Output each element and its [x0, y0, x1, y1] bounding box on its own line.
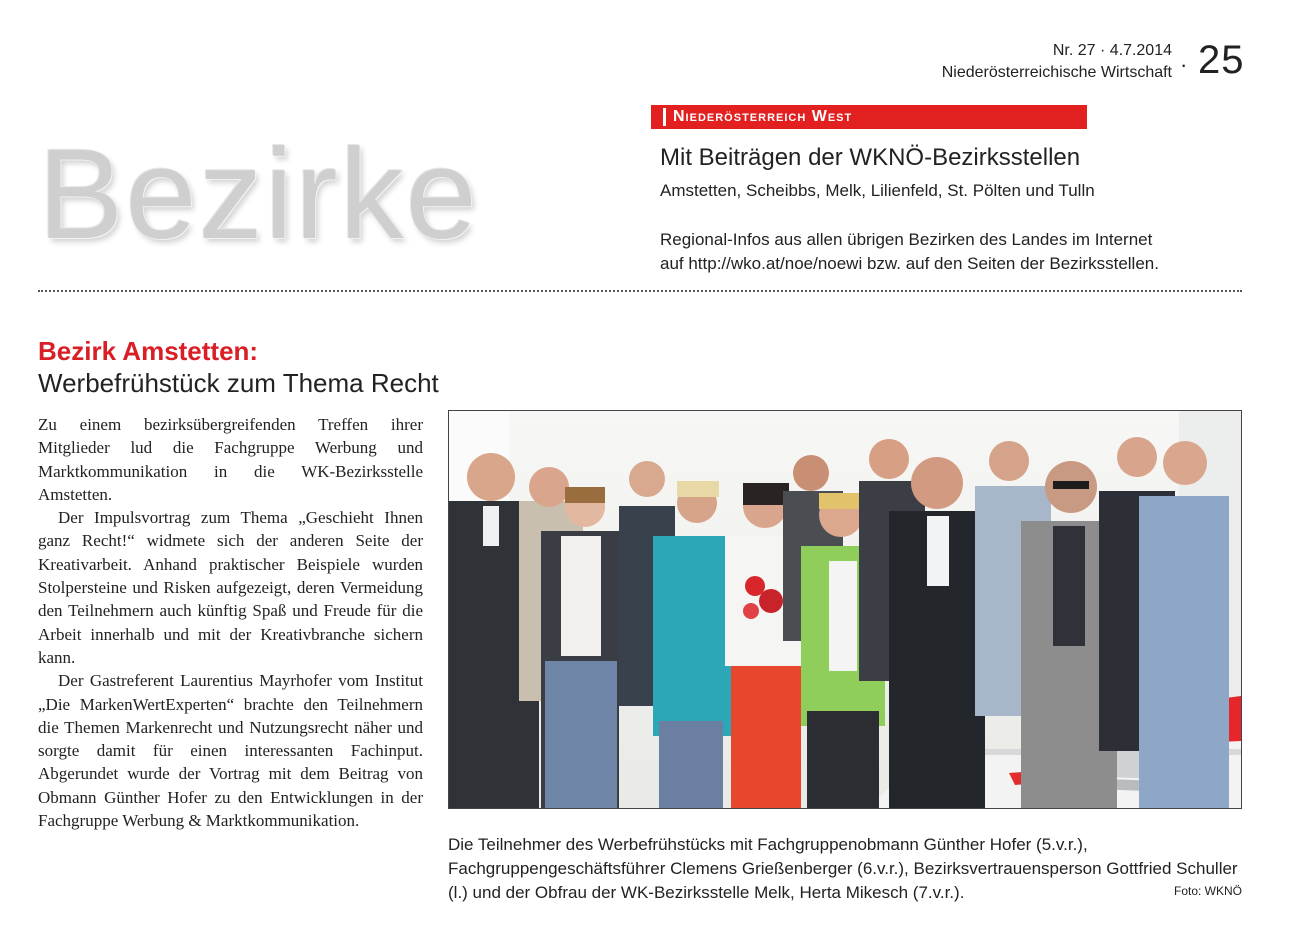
- issue-line: Nr. 27 · 4.7.2014: [1052, 42, 1172, 59]
- section-bar-tick: [663, 108, 666, 126]
- publication-name: Niederösterreichische Wirtschaft: [941, 64, 1172, 81]
- article-paragraph: Der Gastreferent Laurentius Mayrhofer vom Institut „Die MarkenWertExperten“ brachte den Teilnehmern die Themen Markenrecht und Nutzungsrecht näher und sorgte damit für einen interessanten Fachinput. Abgerundet wurde der Vortrag mit dem Beitrag von Obmann Günther Hofer zu den Entwicklungen in der Fachgruppe Werbung & Marktkommunikation.: [38, 671, 423, 831]
- section-banner: [651, 105, 1087, 129]
- page-separator: ·: [1180, 52, 1188, 77]
- article-body: [38, 413, 423, 832]
- masthead-title: Bezirke: [38, 123, 479, 266]
- dotted-divider: [38, 290, 1242, 292]
- article-paragraph: Der Impulsvortrag zum Thema „Geschieht Ihnen ganz Recht!“ widmete sich der anderen Seite der Kreativarbeit. Anhand praktischer Beispiele wurden Stolpersteine und Risken aufgezeigt, deren Vermeidung den Teilnehmern auch künftig Spaß und Freude für die Arbeit innerhalb und mit der Kreativbranche sichern kann.: [38, 508, 423, 667]
- article-headline: Werbefrühstück zum Thema Recht: [38, 368, 439, 398]
- group-photo: [448, 410, 1242, 809]
- regional-info-line: auf http://wko.at/noe/noewi bzw. auf den Seiten der Bezirksstellen.: [660, 254, 1159, 273]
- section-title: Niederösterreich West: [673, 108, 853, 125]
- article-paragraph: Zu einem bezirksübergreifenden Treffen ihrer Mitglieder lud die Fachgruppe Werbung und Marktkommunikation in die WK-Bezirksstelle Amstetten.: [38, 415, 423, 504]
- photo-caption: Die Teilnehmer des Werbefrühstücks mit Fachgruppenobmann Günther Hofer (5.v.r.), Fachgruppengeschäftsführer Clemens Grießenberger (6.v.r.), Bezirksvertrauensperson Gottfried Schuller (l.) und der Obfrau der WK-Bezirksstelle Melk, Herta Mikesch (7.v.r.).: [448, 835, 1238, 902]
- page-number: 25: [1198, 38, 1245, 82]
- article-kicker: Bezirk Amstetten:: [38, 336, 259, 366]
- regional-info-line: Regional-Infos aus allen übrigen Bezirken des Landes im Internet: [660, 230, 1153, 249]
- issue-info: [942, 40, 1172, 84]
- regional-info: [660, 228, 1159, 276]
- group-photo-illustration: [449, 411, 1241, 808]
- contributions-title: Mit Beiträgen der WKNÖ-Bezirksstellen: [660, 144, 1081, 171]
- contributions-districts: Amstetten, Scheibbs, Melk, Lilienfeld, St. Pölten und Tulln: [660, 181, 1095, 200]
- photo-credit: Foto: WKNÖ: [1173, 884, 1242, 898]
